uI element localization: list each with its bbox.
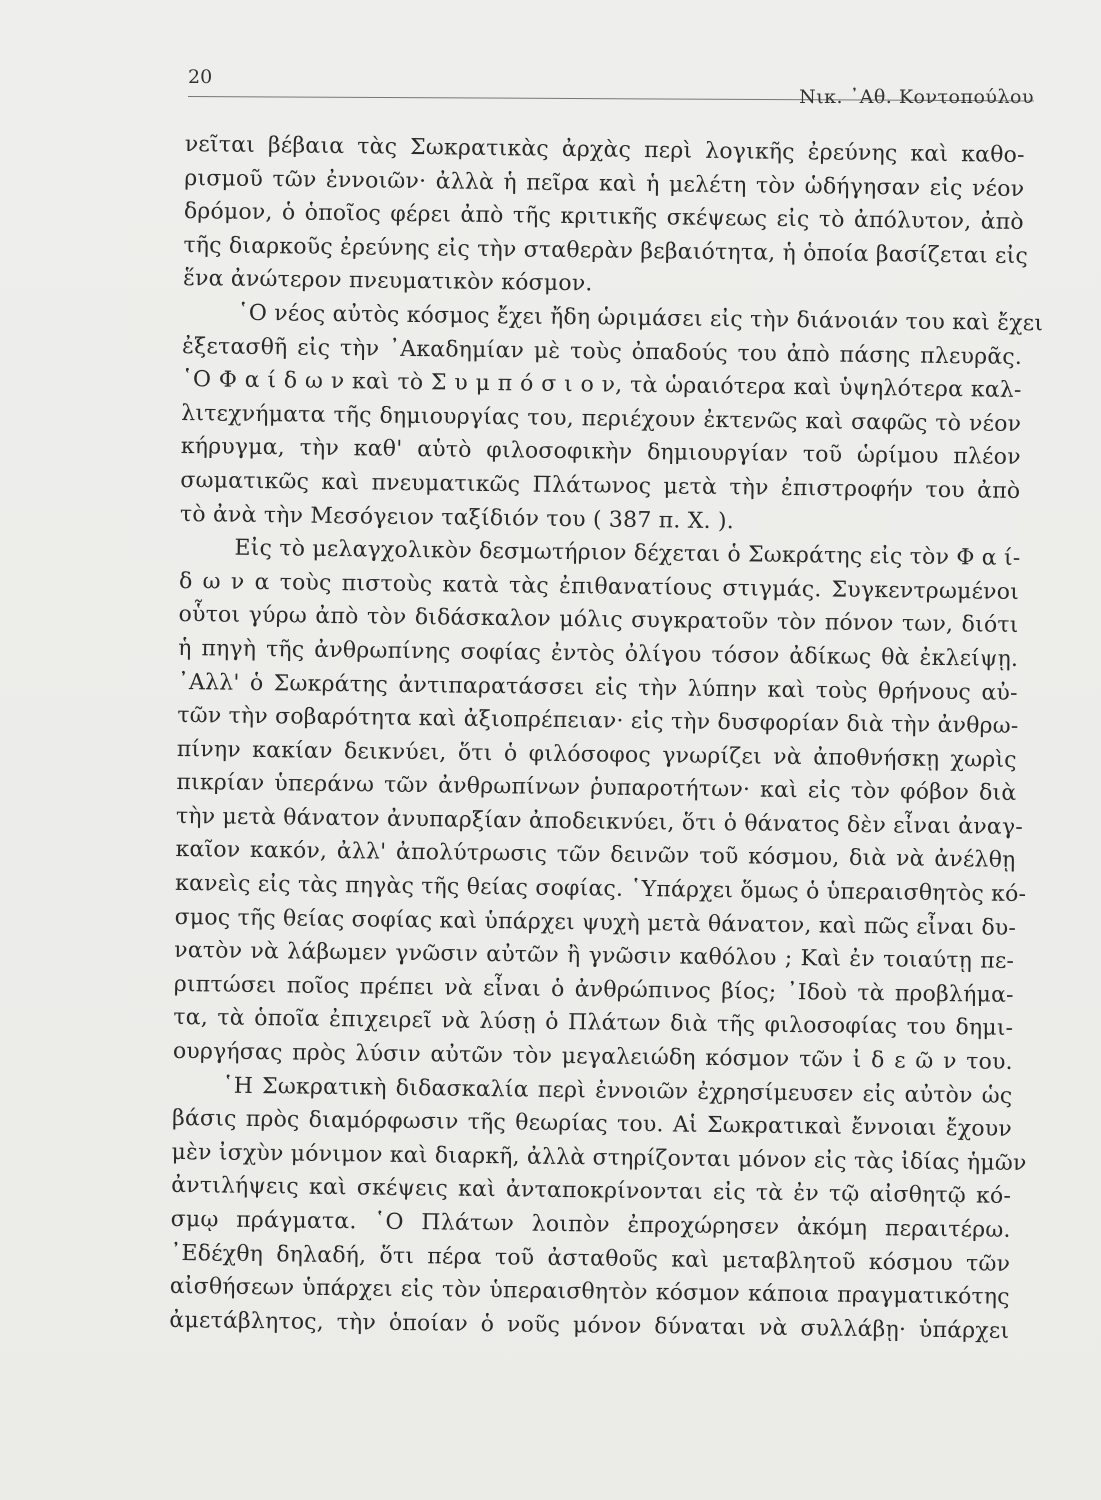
body-text xyxy=(169,128,1044,1348)
page-header xyxy=(188,66,1034,116)
text-line: οὗτοι γύρω ἀπὸ τὸν διδάσκαλον μόλις συγκρατοῦν τὸν πόνον των, διότι xyxy=(178,602,1019,639)
text-line: ἀμετάβλητος, τὴν ὁποίαν ὁ νοῦς μόνον δύναται νὰ συλλάβῃ· ὑπάρχει xyxy=(169,1307,1010,1344)
text-line: ῾Ο Φ α ί δ ω ν καὶ τὸ Σ υ μ π ό σ ι ο ν, τὰ ὡραιότερα καὶ ὑψηλότερα καλ- xyxy=(181,367,1022,404)
page-number: 20 xyxy=(188,66,213,88)
text-line: νατὸν νὰ λάβωμεν γνῶσιν αὐτῶν ἢ γνῶσιν καθόλου ; Καὶ ἐν τοιαύτῃ πε- xyxy=(174,938,1015,975)
text-line: ῾Ο νέος αὐτὸς κόσμος ἔχει ἤδη ὡριμάσει εἰς τὴν διάνοιάν του καὶ ἔχει xyxy=(237,300,1044,337)
text-line: ουργήσας πρὸς λύσιν αὐτῶν τὸν μεγαλειώδη κόσμον τῶν ἰ δ ε ῶ ν του. xyxy=(172,1038,1014,1075)
text-line: βάσις πρὸς διαμόρφωσιν τῆς θεωρίας του. Αἱ Σωκρατικαὶ ἔννοιαι ἔχουν xyxy=(171,1106,1013,1143)
text-line: μὲν ἰσχὺν μόνιμον καὶ διαρκῆ, ἀλλὰ στηρίζονται μόνον εἰς τὰς ἰδίας ἡμῶν xyxy=(171,1139,1027,1176)
text-line: καῖον κακόν, ἀλλ' ἀπολύτρωσις τῶν δεινῶν τοῦ κόσμου, διὰ νὰ ἀνέλθῃ xyxy=(175,837,1016,874)
text-line: αἰσθήσεων ὑπάρχει εἰς τὸν ὑπεραισθητὸν κόσμον κάποια πραγματικότης xyxy=(169,1274,1010,1311)
text-line: τα, τὰ ὁποῖα ἐπιχειρεῖ νὰ λύσῃ ὁ Πλάτων διὰ τῆς φιλοσοφίας του δημι- xyxy=(173,1005,1014,1042)
text-line: δ ω ν α τοὺς πιστοὺς κατὰ τὰς ἐπιθανατίους στιγμάς. Συγκεντρωμένοι xyxy=(178,568,1020,605)
text-line: πίνην κακίαν δεικνύει, ὅτι ὁ φιλόσοφος γνωρίζει νὰ ἀποθνήσκῃ χωρὶς xyxy=(176,736,1017,773)
text-line: Εἰς τὸ μελαγχολικὸν δεσμωτήριον δέχεται ὁ Σωκράτης εἰς τὸν Φ α ί- xyxy=(234,535,1021,572)
text-line: κήρυγμα, τὴν καθ' αὑτὸ φιλοσοφικὴν δημιουργίαν τοῦ ὡρίμου πλέον xyxy=(180,434,1021,471)
text-line: ρισμοῦ τῶν ἐννοιῶν· ἀλλὰ ἡ πεῖρα καὶ ἡ μελέτη τὸν ὡδήγησαν εἰς νέον xyxy=(184,165,1025,202)
text-line: σωματικῶς καὶ πνευματικῶς Πλάτωνος μετὰ τὴν ἐπιστροφήν του ἀπὸ xyxy=(180,467,1021,504)
text-line: ριπτώσει ποῖος πρέπει νὰ εἶναι ὁ ἀνθρώπινος βίος; ᾿Ιδοὺ τὰ προβλήμα- xyxy=(173,971,1014,1008)
text-line: δρόμον, ὁ ὁποῖος φέρει ἀπὸ τῆς κριτικῆς σκέψεως εἰς τὸ ἀπόλυτον, ἀπὸ xyxy=(183,199,1024,236)
text-line: λιτεχνήματα τῆς δημιουργίας του, περιέχουν ἐκτενῶς καὶ σαφῶς τὸ νέον xyxy=(181,400,1022,437)
text-line: σμος τῆς θείας σοφίας καὶ ὑπάρχει ψυχὴ μετὰ θάνατον, καὶ πῶς εἶναι δυ- xyxy=(174,904,1017,941)
text-line: ᾿Αλλ' ὁ Σωκράτης ἀντιπαρατάσσει εἰς τὴν λύπην καὶ τοὺς θρήνους αὐ- xyxy=(177,669,1018,706)
text-line: κανεὶς εἰς τὰς πηγὰς τῆς θείας σοφίας. ῾Υπάρχει ὅμως ὁ ὑπεραισθητὸς κό- xyxy=(174,870,1027,908)
text-line: τὴν μετὰ θάνατον ἀνυπαρξίαν ἀποδεικνύει, ὅτι ὁ θάνατος δὲν εἶναι ἀναγ- xyxy=(175,803,1024,840)
text-line: τὸ ἀνὰ τὴν Μεσόγειον ταξίδιόν του ( 387 π. Χ. ). xyxy=(179,501,735,534)
text-line: τῶν τὴν σοβαρότητα καὶ ἀξιοπρέπειαν· εἰς τὴν δυσφορίαν διὰ τὴν ἀνθρω- xyxy=(177,703,1019,740)
text-line: ᾿Εδέχθη δηλαδή, ὅτι πέρα τοῦ ἀσταθοῦς καὶ μεταβλητοῦ κόσμου τῶν xyxy=(170,1240,1011,1277)
running-head: Νικ. ᾿Αθ. Κοντοπούλου xyxy=(799,86,1034,108)
text-line: ἡ πηγὴ τῆς ἀνθρωπίνης σοφίας ἐντὸς ὀλίγου τόσον ἀδίκως θὰ ἐκλείψῃ. xyxy=(178,635,1019,672)
text-line: τῆς διαρκοῦς ἐρεύνης εἰς τὴν σταθερὰν βεβαιότητα, ἡ ὁποία βασίζεται εἰς xyxy=(183,232,1029,269)
text-line: πικρίαν ὑπεράνω τῶν ἀνθρωπίνων ῥυπαροτήτων· καὶ εἰς τὸν φόβον διὰ xyxy=(176,770,1017,807)
text-line: ἐξετασθῆ εἰς τὴν ᾿Ακαδημίαν μὲ τοὺς ὀπαδούς του ἀπὸ πάσης πλευρᾶς. xyxy=(181,333,1023,370)
text-line: σμῳ πράγματα. ῾Ο Πλάτων λοιπὸν ἐπροχώρησεν ἀκόμη περαιτέρω. xyxy=(170,1206,1011,1243)
text-line: ἕνα ἀνώτερον πνευματικὸν κόσμον. xyxy=(182,266,593,297)
text-line: ῾Η Σωκρατικὴ διδασκαλία περὶ ἐννοιῶν ἐχρησίμευσεν εἰς αὐτὸν ὡς xyxy=(222,1073,1013,1109)
text-line: νεῖται βέβαια τὰς Σωκρατικὰς ἀρχὰς περὶ λογικῆς ἐρεύνης καὶ καθο- xyxy=(184,131,1025,168)
text-line: ἀντιλήψεις καὶ σκέψεις καὶ ἀνταποκρίνονται εἰς τὰ ἐν τῷ αἰσθητῷ κό- xyxy=(170,1173,1012,1210)
